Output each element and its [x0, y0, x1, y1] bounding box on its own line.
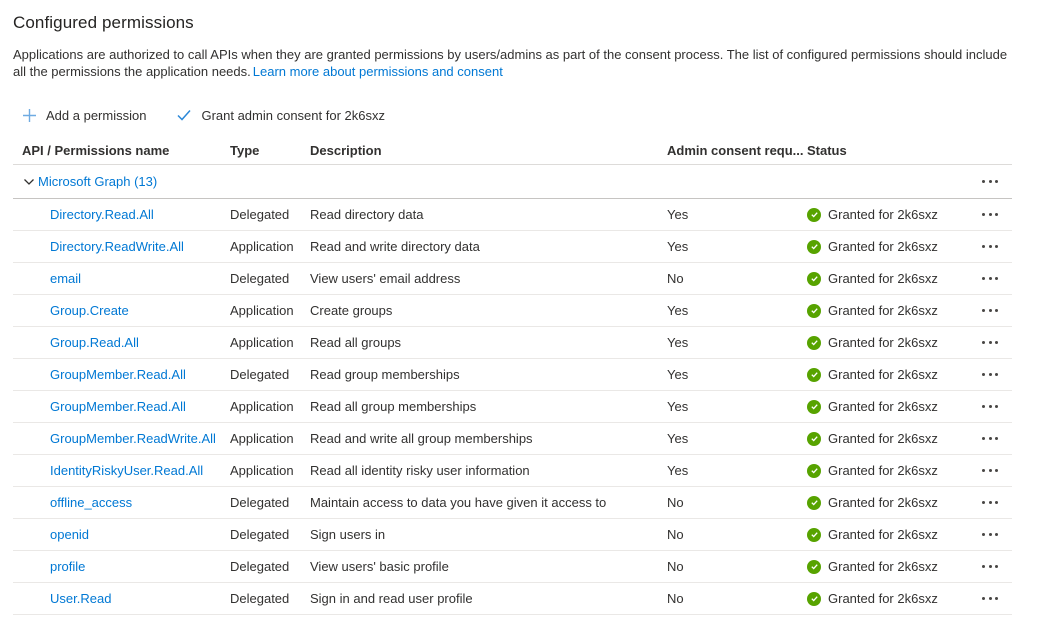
permission-description: Read and write directory data: [310, 239, 480, 254]
permission-name-link[interactable]: openid: [50, 527, 90, 542]
permission-name-link[interactable]: Directory.ReadWrite.All: [50, 239, 184, 254]
permission-name-link[interactable]: Group.Read.All: [50, 335, 139, 350]
grant-admin-consent-button[interactable]: [168, 103, 393, 127]
command-bar: [13, 101, 1012, 129]
status-cell: [807, 495, 957, 510]
permission-description: Read directory data: [310, 207, 424, 222]
granted-check-icon: [807, 336, 821, 350]
permission-description: View users' email address: [310, 271, 461, 286]
permission-description: Create groups: [310, 303, 393, 318]
permission-row: [13, 327, 1012, 359]
admin-consent-required-value: Yes: [667, 463, 689, 478]
status-text: Granted for 2k6sxz: [828, 367, 938, 382]
status-text: Granted for 2k6sxz: [828, 559, 938, 574]
grant-admin-consent-label: Grant admin consent for 2k6sxz: [201, 107, 385, 123]
permission-type: Delegated: [230, 527, 290, 542]
status-text: Granted for 2k6sxz: [828, 303, 938, 318]
row-more-actions-button[interactable]: [980, 432, 1000, 445]
permission-type: Delegated: [230, 495, 290, 510]
admin-consent-required-value: Yes: [667, 367, 689, 382]
status-text: Granted for 2k6sxz: [828, 591, 938, 606]
column-header-description: Description: [310, 143, 382, 158]
permission-row: [13, 359, 1012, 391]
admin-consent-required-value: Yes: [667, 303, 689, 318]
status-text: Granted for 2k6sxz: [828, 399, 938, 414]
admin-consent-required-value: No: [667, 591, 684, 606]
status-cell: [807, 463, 957, 478]
granted-check-icon: [807, 432, 821, 446]
permission-type: Application: [230, 463, 294, 478]
row-more-actions-button[interactable]: [980, 336, 1000, 349]
permission-description: View users' basic profile: [310, 559, 449, 574]
status-cell: [807, 367, 957, 382]
api-group-name-link[interactable]: Microsoft Graph (13): [38, 174, 158, 189]
status-text: Granted for 2k6sxz: [828, 239, 938, 254]
status-cell: [807, 271, 957, 286]
admin-consent-required-value: No: [667, 559, 684, 574]
permission-type: Application: [230, 431, 294, 446]
permission-type: Application: [230, 335, 294, 350]
permission-name-link[interactable]: GroupMember.Read.All: [50, 367, 186, 382]
status-cell: [807, 399, 957, 414]
permission-row: [13, 519, 1012, 551]
add-permission-button[interactable]: [13, 103, 154, 127]
description-text: Applications are authorized to call APIs when they are granted permissions by users/admins as part of the consent process. The list of configured permissions should include all the permissions the application needs.: [13, 47, 1008, 79]
page-title: Configured permissions: [13, 13, 194, 32]
status-text: Granted for 2k6sxz: [828, 431, 938, 446]
status-cell: [807, 527, 957, 542]
permission-name-link[interactable]: GroupMember.Read.All: [50, 399, 186, 414]
permission-row: [13, 231, 1012, 263]
permission-row: [13, 391, 1012, 423]
permission-description: Read all group memberships: [310, 399, 477, 414]
granted-check-icon: [807, 304, 821, 318]
status-text: Granted for 2k6sxz: [828, 271, 938, 286]
status-text: Granted for 2k6sxz: [828, 335, 938, 350]
permission-name-link[interactable]: GroupMember.ReadWrite.All: [50, 431, 216, 446]
row-more-actions-button[interactable]: [980, 400, 1000, 413]
status-text: Granted for 2k6sxz: [828, 495, 938, 510]
permission-type: Application: [230, 239, 294, 254]
granted-check-icon: [807, 560, 821, 574]
permission-description: Read all groups: [310, 335, 402, 350]
row-more-actions-button[interactable]: [980, 368, 1000, 381]
row-more-actions-button[interactable]: [980, 560, 1000, 573]
admin-consent-required-value: Yes: [667, 335, 689, 350]
column-header-type: Type: [230, 143, 260, 158]
admin-consent-required-value: No: [667, 271, 684, 286]
permission-type: Application: [230, 303, 294, 318]
permission-row: [13, 263, 1012, 295]
granted-check-icon: [807, 528, 821, 542]
permission-row: [13, 423, 1012, 455]
permission-row: [13, 583, 1012, 615]
row-more-actions-button[interactable]: [980, 464, 1000, 477]
plus-icon: [21, 107, 37, 123]
granted-check-icon: [807, 592, 821, 606]
status-text: Granted for 2k6sxz: [828, 527, 938, 542]
row-more-actions-button[interactable]: [980, 528, 1000, 541]
permission-type: Delegated: [230, 591, 290, 606]
permission-type: Delegated: [230, 367, 290, 382]
learn-more-link[interactable]: Learn more about permissions and consent: [252, 64, 503, 79]
row-more-actions-button[interactable]: [980, 208, 1000, 221]
permission-type: Application: [230, 399, 294, 414]
granted-check-icon: [807, 464, 821, 478]
column-header-admin-consent: Admin consent requ...: [667, 143, 804, 158]
permission-row: [13, 487, 1012, 519]
permission-row: [13, 455, 1012, 487]
row-more-actions-button[interactable]: [980, 240, 1000, 253]
status-cell: [807, 207, 957, 222]
status-cell: [807, 591, 957, 606]
granted-check-icon: [807, 368, 821, 382]
description: [13, 46, 1012, 80]
row-more-actions-button[interactable]: [980, 496, 1000, 509]
permission-description: Maintain access to data you have given it access to: [310, 495, 607, 510]
granted-check-icon: [807, 400, 821, 414]
admin-consent-required-value: No: [667, 495, 684, 510]
status-text: Granted for 2k6sxz: [828, 463, 938, 478]
granted-check-icon: [807, 496, 821, 510]
permission-name-link[interactable]: profile: [50, 559, 86, 574]
permission-name-link[interactable]: User.Read: [50, 591, 112, 606]
permission-name-link[interactable]: email: [50, 271, 82, 286]
granted-check-icon: [807, 272, 821, 286]
permission-description: Sign in and read user profile: [310, 591, 473, 606]
permission-name-link[interactable]: Directory.Read.All: [50, 207, 154, 222]
permission-name-link[interactable]: Group.Create: [50, 303, 129, 318]
status-cell: [807, 239, 957, 254]
status-cell: [807, 559, 957, 574]
row-more-actions-button[interactable]: [980, 272, 1000, 285]
permission-description: Read all identity risky user information: [310, 463, 530, 478]
group-more-actions-button[interactable]: [980, 175, 1000, 188]
permission-type: Delegated: [230, 559, 290, 574]
permissions-rows: [13, 199, 1012, 615]
permission-type: Delegated: [230, 207, 290, 222]
permission-description: Sign users in: [310, 527, 386, 542]
admin-consent-required-value: No: [667, 527, 684, 542]
status-cell: [807, 431, 957, 446]
admin-consent-required-value: Yes: [667, 239, 689, 254]
checkmark-icon: [176, 107, 192, 123]
row-more-actions-button[interactable]: [980, 304, 1000, 317]
admin-consent-required-value: Yes: [667, 399, 689, 414]
admin-consent-required-value: Yes: [667, 431, 689, 446]
permission-row: [13, 551, 1012, 583]
granted-check-icon: [807, 208, 821, 222]
status-cell: [807, 335, 957, 350]
permission-type: Delegated: [230, 271, 290, 286]
column-header-status: Status: [807, 143, 847, 158]
status-text: Granted for 2k6sxz: [828, 207, 938, 222]
granted-check-icon: [807, 240, 821, 254]
api-group-row: [13, 165, 1012, 199]
admin-consent-required-value: Yes: [667, 207, 689, 222]
add-permission-label: Add a permission: [46, 107, 147, 123]
chevron-down-icon[interactable]: [22, 175, 36, 189]
row-more-actions-button[interactable]: [980, 592, 1000, 605]
permission-name-link[interactable]: offline_access: [50, 495, 133, 510]
permission-row: [13, 199, 1012, 231]
permission-name-link[interactable]: IdentityRiskyUser.Read.All: [50, 463, 204, 478]
permission-description: Read group memberships: [310, 367, 460, 382]
permission-row: [13, 295, 1012, 327]
status-cell: [807, 303, 957, 318]
table-header-row: [13, 137, 1012, 165]
permissions-table: [13, 137, 1012, 615]
column-header-name: API / Permissions name: [22, 143, 170, 158]
permission-description: Read and write all group memberships: [310, 431, 533, 446]
